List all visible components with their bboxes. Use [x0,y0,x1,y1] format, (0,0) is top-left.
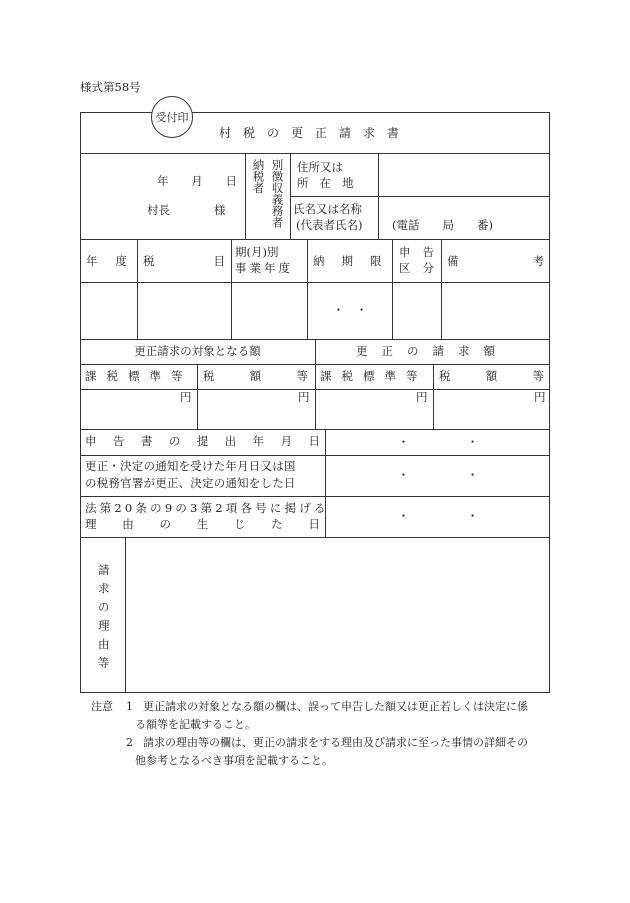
notice-date-label-line2: の税務官署が更正、決定の通知をした日 [85,476,296,490]
yen-unit: 円 [180,390,192,404]
reason-date-label-line2: 理 由 の 生 じ た 日 [85,517,320,531]
target-tax-label: 税 額 等 [203,369,308,383]
yen-unit: 円 [534,390,546,404]
request-base-input[interactable] [316,390,433,429]
entry-deadline[interactable]: ・ ・ [332,303,368,318]
entry-filing-type[interactable] [393,283,441,339]
name-label-line2: (代表者氏名) [296,218,363,232]
request-amount-header: 更正の請求額 [356,344,509,359]
entry-year[interactable] [81,283,137,339]
addressee-suffix: 様 [214,203,226,217]
request-tax-input[interactable] [434,390,549,429]
col-period-line1: 期(月)別 [235,245,279,259]
name-label-line1: 氏名又は名称 [293,202,362,216]
note-line: 更正請求の対象となる額の欄は、誤って申告した額又は更正若しくは決定に係 [143,700,528,713]
entry-tax-item[interactable] [138,283,231,339]
col-year: 年度 [86,254,145,268]
target-amount-header: 更正請求の対象となる額 [134,344,261,359]
filing-date-label: 申 告 書 の 提 出 年 月 日 [85,434,320,448]
reason-box-label: 請求の理由等 [96,564,111,675]
col-period-line2: 事業年度 [235,261,293,275]
date-field[interactable]: 年 月 日 [157,174,237,188]
col-filing-line2: 区分 [399,261,446,275]
form-number: 様式第58号 [80,80,141,94]
col-deadline: 納期限 [313,254,399,268]
phone-field[interactable]: (電話 局 番) [392,218,493,232]
request-base-label: 課税標準等 [320,369,428,383]
reason-date-label-line1: 法第20条の9の3第2項各号に掲げる [85,501,329,515]
addressee: 村長 [147,203,170,217]
note-number: 2 [126,736,133,749]
role-label: 別徴収義務者 納税者 [251,159,285,228]
address-label-line1: 住所又は [297,160,343,174]
notice-date-label-line1: 更正・決定の通知を受けた年月日又は国 [85,459,296,473]
col-filing-line1: 申告 [399,245,446,259]
notes-heading: 注意 [91,700,113,713]
reason-date-input[interactable]: ・ ・ [397,509,479,524]
notice-date-input[interactable]: ・ ・ [397,468,479,483]
form-title: 村税の更正請求書 [218,126,411,140]
reception-stamp [151,96,193,138]
col-remarks: 備 考 [447,254,544,268]
note-line: 他参考となるべき事項を記載すること。 [135,754,333,767]
target-base-label: 課税標準等 [85,369,193,383]
address-label-line2: 所在地 [297,176,365,190]
entry-period[interactable] [232,283,307,339]
reason-textarea[interactable] [126,538,549,692]
yen-unit: 円 [298,390,310,404]
note-line: る額等を記載すること。 [135,718,256,731]
yen-unit: 円 [416,390,428,404]
entry-remarks[interactable] [442,283,549,339]
stamp-label: 受付印 [155,110,189,124]
request-tax-label: 税 額 等 [439,369,544,383]
col-tax-item: 税 目 [143,254,225,268]
target-tax-input[interactable] [198,390,315,429]
note-number: 1 [126,700,133,713]
note-line: 請求の理由等の欄は、更正の請求をする理由及び請求に至った事情の詳細その [143,736,528,749]
filing-date-input[interactable]: ・ ・ [397,434,479,449]
target-base-input[interactable] [81,390,197,429]
